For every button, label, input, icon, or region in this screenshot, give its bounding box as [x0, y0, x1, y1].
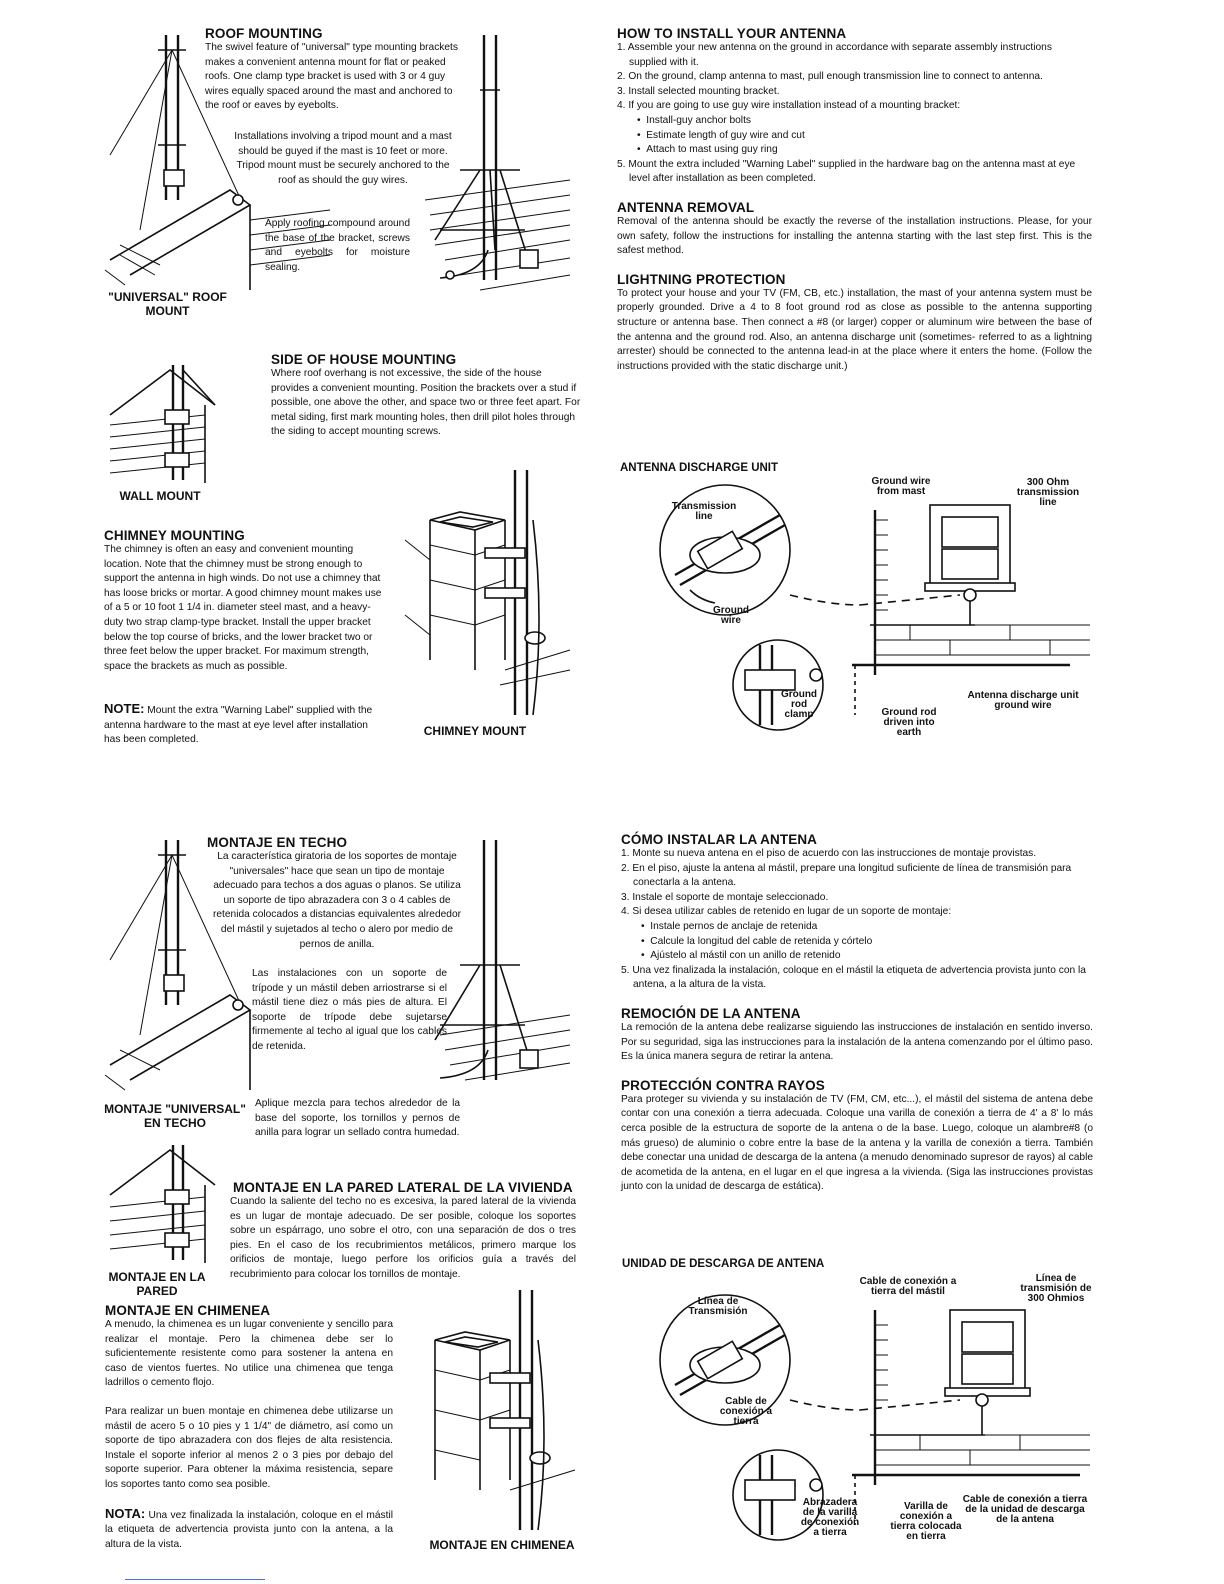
cable-unidad-label: Cable de conexión a tierra de la unidad de descarga de la antena	[962, 1494, 1088, 1525]
cable-mastil-label: Cable de conexión a tierra del mástil	[859, 1276, 957, 1297]
montaje-chimenea-caption: MONTAJE EN CHIMENEA	[429, 1538, 575, 1552]
english-note	[104, 702, 386, 748]
install-step: 3. Instale el soporte de montaje seleccionado.	[621, 891, 829, 903]
varilla-label: Varilla de conexión a tierra colocada en tierra	[890, 1501, 962, 1542]
como-instalar-steps	[621, 847, 1093, 993]
discharge-title: ANTENNA DISCHARGE UNIT	[620, 462, 779, 474]
install-step: 4. Si desea utilizar cables de retenido en lugar de un soporte de montaje:	[621, 906, 952, 918]
remocion-title: REMOCIÓN DE LA ANTENA	[621, 1005, 801, 1021]
removal-text: Removal of the antenna should be exactly the reverse of the installation instructions. Please, for your own safety, follow the instructions for installing the antenna starting with the last step first. This is the safest method.	[617, 215, 1092, 257]
ground-rod-clamp-label: Ground rod clamp	[780, 689, 818, 720]
line300-label: 300 Ohm transmission line	[1016, 477, 1080, 508]
lightning-title: LIGHTNING PROTECTION	[617, 271, 786, 287]
install-step: 1. Monte su nueva antena en el piso de acuerdo con las instrucciones de montaje provistas.	[621, 848, 1037, 859]
tripod-guy-text: Installations involving a tripod mount and a mast should be guyed if the mast is 10 feet or more. Tripod mount must be securely anchored to the roof as should the guy wires.	[234, 131, 452, 186]
universal-roof-mount-caption: "UNIVERSAL" ROOF MOUNT	[108, 290, 227, 318]
chimney-mounting-text: The chimney is often an easy and convenient mounting location. Note that the chimney must be strong enough to support the antenna in high winds. Do not use a chimney that has loose bricks or mortar. A good chimney mount makes use of a 5 or 10 foot 1 1/4 in. diameter steel mast, and a heavy-duty two strap clamp-type bracket. Install the upper bracket below the top course of bricks, and the lower bracket two or three feet below the upper bracket. For maximum strength, space the brackets as much as possible.	[104, 544, 382, 672]
chimney-mount-caption: CHIMNEY MOUNT	[423, 724, 527, 738]
remocion-text: La remoción de la antena debe realizarse siguiendo las instrucciones de instalación en sentido inverso. Por su seguridad, siga las instrucciones para la instalación de la antena comenzando por el último paso. Es la única manera segura de retirar la antena.	[621, 1021, 1093, 1063]
install-substep: • Ajústelo al mástil con un anillo de retenido	[641, 950, 841, 962]
montaje-chimenea-title: MONTAJE EN CHIMENEA	[105, 1303, 271, 1318]
montaje-pared-text: Cuando la saliente del techo no es excesiva, la pared lateral de la vivienda es un lugar de montaje adecuado. De ser posible, coloque los soportes sobre un espárrago, uno sobre el otro, con una separación de dos o tres pies. En el caso de los recubrimientos metálicos, primero marque los orificios de montaje, luego perfore los orificios guía a través del recubrimiento para colocar los tornillos de montaje.	[230, 1196, 576, 1280]
install-title: HOW TO INSTALL YOUR ANTENNA	[617, 26, 847, 41]
unidad-descarga-title: UNIDAD DE DESCARGA DE ANTENA	[622, 1258, 825, 1270]
note-text: Mount the extra "Warning Label" supplied with the antenna hardware to the mast at eye level after installation has been completed.	[104, 705, 373, 746]
como-instalar-title: CÓMO INSTALAR LA ANTENA	[621, 832, 818, 847]
install-step: 2. En el piso, ajuste la antena al mástil, prepare una longitud suficiente de línea de transmisión para conectarla a la antena.	[621, 862, 1072, 889]
install-step: 3. Install selected mounting bracket.	[617, 85, 780, 97]
removal-title: ANTENNA REMOVAL	[617, 199, 755, 215]
montaje-techo-title: MONTAJE EN TECHO	[207, 835, 348, 850]
wall-mount-caption: WALL MOUNT	[119, 489, 201, 503]
abrazadera-label: Abrazadera de la varilla de conexión a tierra	[800, 1497, 860, 1538]
spanish-wall-mount-illustration	[105, 1145, 230, 1265]
wall-mount-illustration	[105, 365, 230, 485]
montaje-universal-caption: MONTAJE "UNIVERSAL" EN TECHO	[104, 1102, 246, 1130]
linea-transmision-label: Línea de Transmisión	[688, 1296, 748, 1317]
chimney-mount-illustration	[405, 470, 575, 720]
proteccion-text: Para proteger su vivienda y su instalación de TV (FM, CM, etc...), el mástil del sistema de antena debe contar con una conexión a tierra adecuada. Coloque una varilla de conexión a tierra de 4' a 8' lo más cerca posible de la estructura de soporte de la antena o de la base. Luego, coloque un alambre#8 (o más grueso) de aluminio o cobre entre la base de la antena y la varilla de conexión a tierra. También debe conectar una unidad de descarga de la antena (a menudo denominado supresor de rayos) al cable de acometida de la antena, en el lugar en el que ingresa a la vivienda. (Siga las instrucciones provistas junto con la unidad de descarga de estática).	[621, 1093, 1093, 1193]
mezcla-text: Aplique mezcla para techos alrededor de la base del soporte, los tornillos y pernos de anilla para lograr un sellado contra humedad.	[255, 1098, 460, 1139]
roofing-compound-text: Apply roofing compound around the base of the bracket, screws and eyebolts for moisture sealing.	[265, 218, 410, 273]
ground-rod-label: Ground rod driven into earth	[881, 707, 937, 738]
nota-label: NOTA:	[105, 1505, 146, 1521]
montaje-pared-caption: MONTAJE EN LA PARED	[108, 1270, 206, 1298]
install-substep: • Estimate length of guy wire and cut	[637, 129, 805, 141]
roof-mounting-text: The swivel feature of "universal" type mounting brackets makes a convenient antenna mount for flat or peaked roofs. One clamp type bracket is used with 3 or 4 guy wires equally spaced around the mast and anchored to the roof or eaves by eyebolts.	[205, 42, 458, 112]
side-mounting-text: Where roof overhang is not excessive, the side of the house provides a convenient mounting. Position the brackets over a stud if possible, one above the other, and space two or three feet apart. For metal siding, first mark mounting holes, then drill pilot holes through the siding to accept mounting screws.	[271, 368, 581, 438]
montaje-chimenea-text1: A menudo, la chimenea es un lugar conveniente y sencillo para realizar el montaje. Pero la chimenea debe ser lo suficientemente resistente como para sostener la antena en caso de vientos fuertes. No utilice una chimenea que tenga ladrillos o cemento flojo.	[105, 1319, 393, 1389]
ground-wire-mast-label: Ground wire from mast	[871, 476, 931, 497]
install-step: 4. If you are going to use guy wire installation instead of a mounting bracket:	[617, 100, 961, 112]
install-substep: • Install-guy anchor bolts	[637, 114, 751, 126]
bottom-rule	[125, 1579, 265, 1580]
spanish-note	[105, 1507, 393, 1553]
note-label: NOTE:	[104, 701, 145, 716]
proteccion-title: PROTECCIÓN CONTRA RAYOS	[621, 1077, 825, 1093]
install-steps	[617, 41, 1092, 187]
side-mounting-title: SIDE OF HOUSE MOUNTING	[271, 352, 457, 367]
roof-mounting-title: ROOF MOUNTING	[205, 26, 323, 41]
chimney-mounting-title: CHIMNEY MOUNTING	[104, 528, 245, 543]
spanish-chimney-illustration	[410, 1290, 580, 1535]
install-step: 1. Assemble your new antenna on the ground in accordance with separate assembly instructions supplied with it.	[617, 42, 1052, 68]
tripode-text: Las instalaciones con un soporte de trípode y un mástil deben arriostrarse si el mástil tiene diez o más pies de altura. El soporte de trípode debe sujetarse firmemente al techo al igual que los cables de retenida.	[252, 968, 447, 1052]
montaje-techo-text: La característica giratoria de los soportes de montaje "universales" hace que sean un tipo de montaje adecuado para techos a dos aguas o planos. Se utiliza un soporte de tipo abrazadera con 3 o 4 cables de retenida colocados a distancias equivalentes alrededor del mástil y sujetados al techo o alero por medio de pernos de anilla.	[212, 851, 462, 950]
lightning-text: To protect your house and your TV (FM, CB, etc.) installation, the mast of your antenna system must be properly grounded. Drive a 4 to 8 foot ground rod as close as possible to the antenna supporting structure or antenna base. Then connect a #8 (or larger) copper or aluminum wire between the base of the antenna and the ground rod. Also, an antenna discharge unit (sometimes- referred to as a lightning arrester) should be connected to the antenna lead-in at the place where it enters the home. (Follow the instructions provided with the static discharge unit.)	[617, 287, 1092, 372]
install-step: 5. Mount the extra included "Warning Label" supplied in the hardware bag on the antenna mast at eye level after installation as been completed.	[617, 158, 1076, 185]
transmission-line-label: Transmission line	[671, 501, 737, 522]
nota-text: Una vez finalizada la instalación, coloque en el mástil la etiqueta de advertencia provista junto con la antena, a la altura de la vista.	[105, 1509, 393, 1550]
install-substep: • Calcule la longitud del cable de retenida y córtelo	[641, 935, 873, 947]
install-step: 5. Una vez finalizada la instalación, coloque en el mástil la etiqueta de advertencia provista junto con la antena, a la altura de la vista.	[621, 964, 1086, 991]
linea-300-label: Línea de transmisión de 300 Ohmios	[1020, 1273, 1092, 1304]
discharge-ground-label: Antenna discharge unit ground wire	[967, 690, 1079, 711]
montaje-chimenea-text2: Para realizar un buen montaje en chimenea debe utilizarse un mástil de acero 5 o 10 pies y 1 1/4" de diámetro, así como un soporte de tipo abrazadera con dos flejes de alta resistencia. Instale el soporte inferior al menos 2 o 3 pies por debajo del soporte superior. Para obtener la máxima resistencia, separe los soportes tanto como sea posible.	[105, 1405, 393, 1490]
install-step: 2. On the ground, clamp antenna to mast, pull enough transmission line to connect to antenna.	[617, 71, 1043, 83]
install-substep: • Attach to mast using guy ring	[637, 144, 778, 156]
cable-tierra-label: Cable de conexión a tierra	[719, 1396, 773, 1427]
ground-wire-label: Ground wire	[712, 605, 750, 626]
montaje-pared-title: MONTAJE EN LA PARED LATERAL DE LA VIVIENDA	[233, 1180, 573, 1195]
install-substep: • Instale pernos de anclaje de retenida	[641, 920, 818, 932]
